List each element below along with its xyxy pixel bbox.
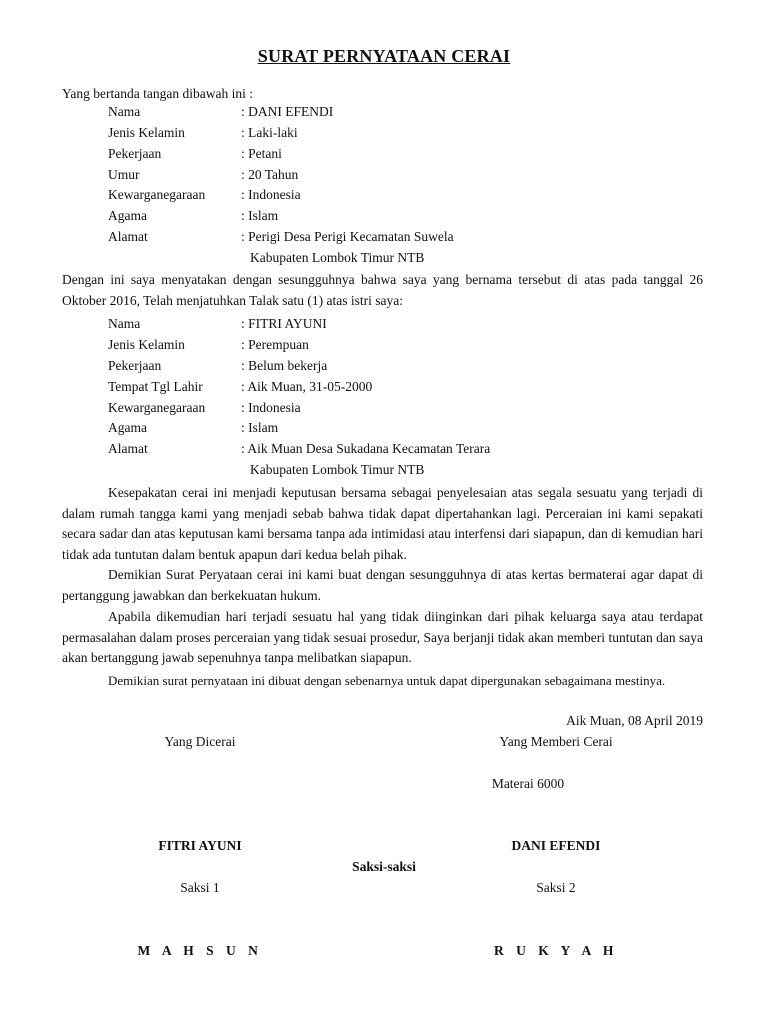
field-value: : Laki-laki — [241, 125, 298, 140]
witnesses-heading: Saksi-saksi — [352, 859, 416, 874]
document-title: SURAT PERNYATAAN CERAI — [257, 46, 511, 66]
validity-paragraph: Demikian Surat Peryataan cerai ini kami buat dengan sesungguhnya di atas kertas bermaterai agar dapat di pertanggung jawabkan dan berkekuatan hukum. — [62, 567, 703, 603]
party1-address-continuation: Kabupaten Lombok Timur NTB — [250, 250, 425, 265]
place-date: Aik Muan, 08 April 2019 — [566, 713, 703, 728]
commitment-paragraph: Apabila dikemudian hari terjadi sesuatu hal yang tidak diinginkan dari pihak keluarga saya atau terdapat permasalahan dalam proses perceraian yang tidak sesuai prosedur, Saya berjanji tidak akan memberi tuntutan dan saya akan bertanggung jawab sepenuhnya tanpa melibatkan siapapun. — [62, 609, 703, 666]
intro-text: Yang bertanda tangan dibawah ini : — [62, 86, 253, 101]
field-label: Agama — [108, 420, 147, 435]
witness1-label: Saksi 1 — [180, 880, 220, 895]
field-value: : 20 Tahun — [241, 167, 299, 182]
field-label: Pekerjaan — [108, 358, 162, 373]
right-signatory-name: DANI EFENDI — [511, 838, 601, 853]
field-value: : Aik Muan, 31-05-2000 — [241, 379, 373, 394]
field-label: Agama — [108, 208, 147, 223]
witness2-label: Saksi 2 — [536, 880, 576, 895]
left-signatory-name: FITRI AYUNI — [158, 838, 242, 853]
field-label: Tempat Tgl Lahir — [108, 379, 203, 394]
agreement-paragraph: Kesepakatan cerai ini menjadi keputusan bersama sebagai penyelesaian atas segala sesuatu yang terjadi di dalam rumah tangga kami yang menjadi sebab bahwa tidak dapat dipertahankan lagi. Perceraian ini kami sepakati secara sadar dan atas keputusan kami bersama tanpa ada intimidasi atau interfensi dari siapapun, dan di kemudian hari tidak ada tuntutan dalam bentuk apapun dari kedua belah pihak. — [62, 485, 703, 562]
witness1-name: M A H S U N — [137, 943, 263, 958]
field-value: : Indonesia — [241, 400, 301, 415]
right-signatory-role: Yang Memberi Cerai — [499, 734, 613, 749]
field-value: : Islam — [241, 420, 279, 435]
field-value: : Indonesia — [241, 187, 301, 202]
field-label: Umur — [108, 167, 140, 182]
field-value: : FITRI AYUNI — [241, 316, 327, 331]
field-label: Alamat — [108, 441, 148, 456]
field-label: Jenis Kelamin — [108, 125, 185, 140]
field-label: Kewarganegaraan — [108, 187, 206, 202]
field-label: Jenis Kelamin — [108, 337, 185, 352]
field-label: Pekerjaan — [108, 146, 162, 161]
field-value: : Perigi Desa Perigi Kecamatan Suwela — [241, 229, 454, 244]
field-label: Nama — [108, 104, 141, 119]
left-signatory-role: Yang Dicerai — [164, 734, 236, 749]
field-value: : Aik Muan Desa Sukadana Kecamatan Terara — [241, 441, 491, 456]
field-value: : Belum bekerja — [241, 358, 328, 373]
field-value: : DANI EFENDI — [241, 104, 334, 119]
field-label: Nama — [108, 316, 141, 331]
closing-text: Demikian surat pernyataan ini dibuat dengan sebenarnya untuk dapat dipergunakan sebagaimana mestinya. — [108, 673, 666, 688]
materai-stamp-label: Materai 6000 — [491, 776, 565, 791]
statement-paragraph: Dengan ini saya menyatakan dengan sesungguhnya bahwa saya yang bernama tersebut di atas pada tanggal 26 Oktober 2016, Telah menjatuhkan Talak satu (1) atas istri saya: — [62, 272, 703, 308]
field-value: : Perempuan — [241, 337, 309, 352]
witness2-name: R U K Y A H — [494, 943, 618, 958]
field-label: Alamat — [108, 229, 148, 244]
field-value: : Petani — [241, 146, 282, 161]
field-value: : Islam — [241, 208, 279, 223]
field-label: Kewarganegaraan — [108, 400, 206, 415]
party2-address-continuation: Kabupaten Lombok Timur NTB — [250, 462, 425, 477]
